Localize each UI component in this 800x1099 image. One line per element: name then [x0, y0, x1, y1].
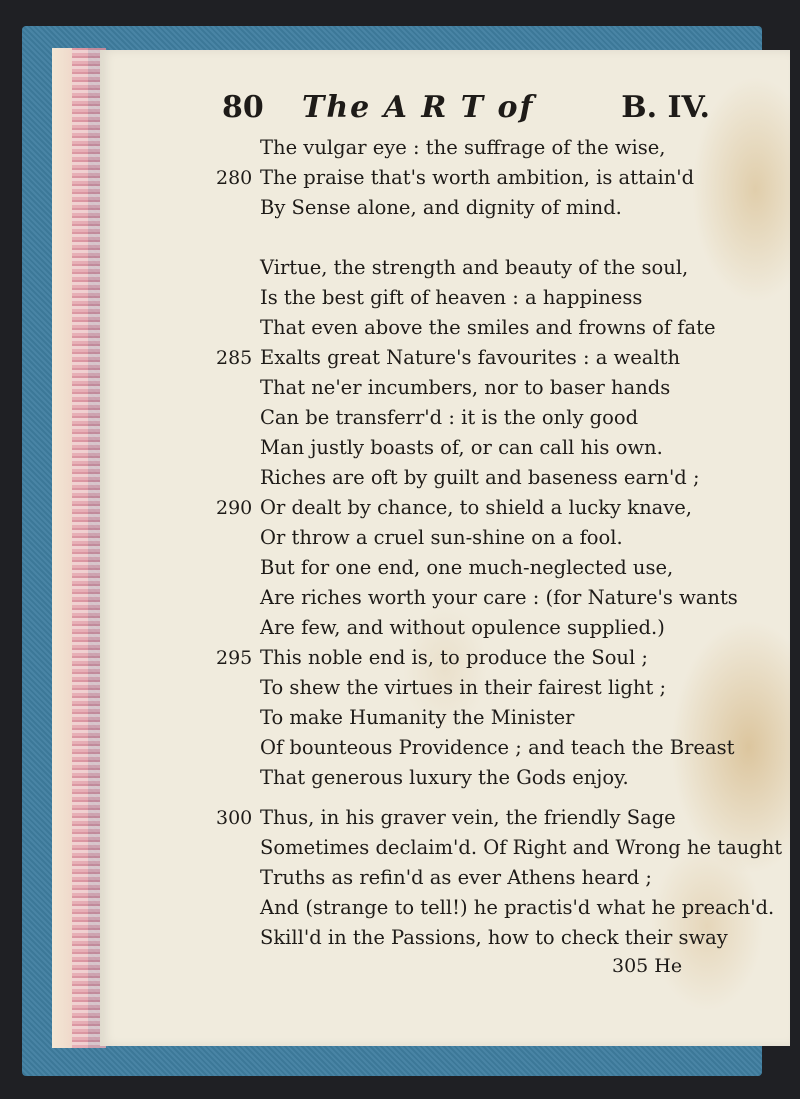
verse-line: Or throw a cruel sun-shine on a fool. — [260, 526, 623, 549]
verse-line: That even above the smiles and frowns of fate — [260, 316, 716, 339]
line-number: 290 — [216, 497, 253, 519]
line-number: 295 — [216, 647, 253, 669]
verse-line: Skill'd in the Passions, how to check their sway — [260, 926, 728, 949]
verse-line: The praise that's worth ambition, is attain'd — [260, 166, 695, 189]
verse-line: Exalts great Nature's favourites : a wealth — [260, 346, 681, 369]
verse-line: But for one end, one much-neglected use, — [260, 556, 674, 579]
verse-line: Are few, and without opulence supplied.) — [260, 616, 665, 639]
verse-line: That generous luxury the Gods enjoy. — [260, 766, 629, 789]
line-number: 280 — [216, 167, 253, 189]
page-number: 80 — [222, 90, 264, 125]
verse-line: Sometimes declaim'd. Of Right and Wrong he taught — [260, 836, 783, 859]
verse-line: And (strange to tell!) he practis'd what he preach'd. — [260, 896, 775, 919]
verse-line: Truths as refin'd as ever Athens heard ; — [260, 866, 652, 889]
verse-line: By Sense alone, and dignity of mind. — [260, 196, 622, 219]
verse-line: To make Humanity the Minister — [260, 706, 575, 729]
catchword: 305 He — [612, 955, 683, 977]
verse-line: This noble end is, to produce the Soul ; — [260, 646, 649, 669]
verse-line: Man justly boasts of, or can call his own. — [260, 436, 663, 459]
verse-line: The vulgar eye : the suffrage of the wise, — [260, 136, 666, 159]
verse-line: Can be transferr'd : it is the only good — [260, 406, 639, 429]
verse-line: To shew the virtues in their fairest light ; — [260, 676, 667, 699]
book-number: B. IV. — [621, 90, 710, 125]
running-title: The A R T of — [302, 90, 535, 125]
verse-line: Thus, in his graver vein, the friendly Sage — [260, 806, 676, 829]
verse-line: Is the best gift of heaven : a happiness — [260, 286, 643, 309]
verse-line: Or dealt by chance, to shield a lucky knave, — [260, 496, 693, 519]
verse-line: Of bounteous Providence ; and teach the Breast — [260, 736, 735, 759]
verse-line: Are riches worth your care : (for Nature's wants — [260, 586, 738, 609]
verse-line: Virtue, the strength and beauty of the soul, — [260, 256, 689, 279]
line-number: 300 — [216, 807, 253, 829]
verse-line: Riches are oft by guilt and baseness earn'd ; — [260, 466, 700, 489]
verse-line: That ne'er incumbers, nor to baser hands — [260, 376, 671, 399]
line-number: 285 — [216, 347, 253, 369]
running-header — [222, 90, 710, 130]
